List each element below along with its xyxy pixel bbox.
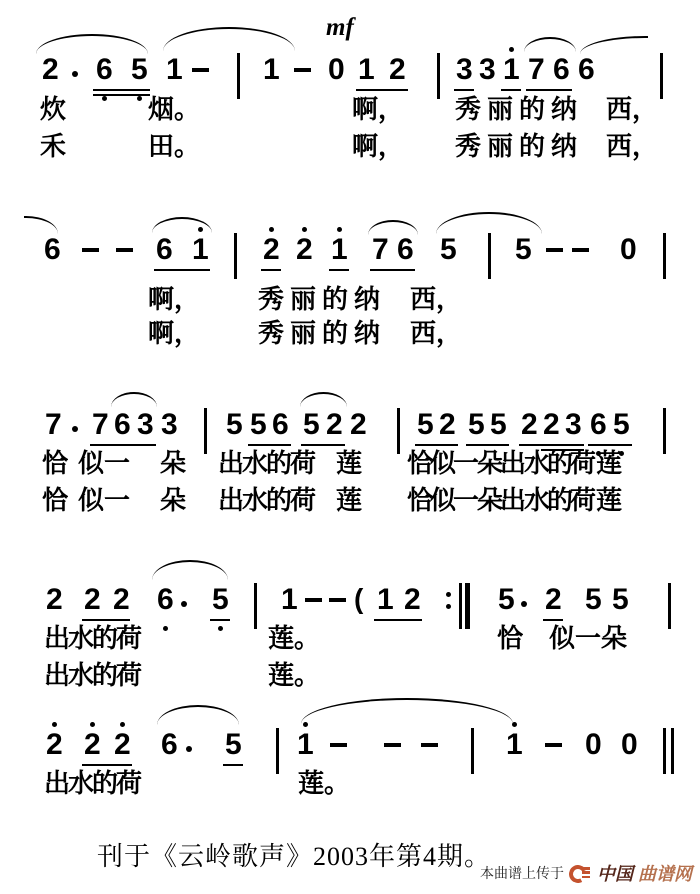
- note-digit: 2: [113, 583, 130, 616]
- lyric-syllable: 的: [519, 132, 546, 161]
- logo-lines: [582, 867, 590, 880]
- beam-underline: [261, 269, 281, 271]
- lyric-syllable: 丽: [290, 319, 317, 348]
- note-digit: 2: [114, 728, 131, 761]
- duration-dash: [545, 743, 562, 747]
- lyric-syllable: 纳: [551, 95, 578, 124]
- note-digit: 1: [358, 53, 375, 86]
- note-digit: 1: [377, 583, 394, 616]
- note-digit: 6: [96, 53, 113, 86]
- lyric-syllable: 炊: [40, 95, 67, 124]
- slur: [157, 705, 239, 725]
- note-digit: 1: [281, 583, 298, 616]
- slur: [436, 212, 542, 234]
- note-digit: 7: [45, 408, 62, 441]
- note-digit: 5: [440, 233, 457, 266]
- lyric-syllable: 出: [218, 449, 245, 478]
- duration-dash: [546, 248, 563, 252]
- beam-underline: [93, 89, 150, 91]
- lyric-syllable: 一: [453, 449, 480, 478]
- note-digit: 6: [272, 408, 289, 441]
- note-digit: 1: [166, 53, 183, 86]
- lyric-syllable: 纳: [551, 132, 578, 161]
- lyric-syllable: 一: [104, 449, 131, 478]
- slur: [300, 392, 347, 407]
- lyric-syllable: 纳: [354, 285, 381, 314]
- barline: [663, 408, 666, 454]
- note-digit: 5: [585, 583, 602, 616]
- beam-underline: [501, 89, 521, 91]
- note-digit: 5: [468, 408, 485, 441]
- duration-dash: [329, 598, 346, 602]
- lyric-syllable: 秀: [258, 285, 285, 314]
- slur: [524, 37, 576, 52]
- beam-underline: [454, 89, 474, 91]
- lyric-syllable: 的: [547, 449, 574, 478]
- octave-dot-below: [102, 96, 107, 101]
- lyric-syllable: 莲。: [268, 661, 321, 690]
- lyric-syllable: 出: [44, 624, 71, 653]
- slur: [301, 698, 513, 724]
- slur: [152, 560, 228, 580]
- lyric-syllable: 纳: [354, 319, 381, 348]
- publication-note: 刊于《云岭歌声》2003年第4期。: [97, 842, 492, 871]
- octave-dot-above: [509, 47, 514, 52]
- beam-underline: [370, 269, 415, 271]
- watermark: [480, 860, 692, 886]
- note-digit: 3: [137, 408, 154, 441]
- beam-underline: [415, 444, 458, 446]
- barline: [254, 583, 257, 629]
- octave-dot-above: [52, 722, 57, 727]
- note-digit: 5: [613, 408, 630, 441]
- duration-dash: [294, 68, 311, 72]
- lyric-syllable: 啊，: [148, 285, 201, 314]
- barline: [276, 728, 279, 774]
- octave-dot-above: [120, 722, 125, 727]
- lyric-syllable: 的: [266, 449, 293, 478]
- beam-underline: [210, 619, 230, 621]
- barline: [437, 53, 440, 99]
- lyric-syllable: 出: [44, 661, 71, 690]
- lyric-syllable: 水: [524, 449, 551, 478]
- beam-underline: [526, 89, 572, 91]
- lyric-syllable: 秀: [258, 319, 285, 348]
- lyric-syllable: 水: [68, 624, 95, 653]
- lyric-syllable: 恰: [407, 486, 434, 515]
- note-digit: 3: [565, 408, 582, 441]
- lyric-syllable: 朵: [477, 449, 504, 478]
- lyric-syllable: 的: [92, 624, 119, 653]
- note-digit: 5: [225, 728, 242, 761]
- lyric-syllable: 的: [322, 319, 349, 348]
- note-digit: 2: [439, 408, 456, 441]
- lyric-syllable: 丽: [487, 132, 514, 161]
- note-digit: 6: [157, 583, 174, 616]
- lyric-syllable: 禾: [40, 132, 67, 161]
- lyric-syllable: 水: [524, 486, 551, 515]
- note-digit: 6: [44, 233, 61, 266]
- octave-dot-below: [137, 96, 142, 101]
- lyric-syllable: 出: [218, 486, 245, 515]
- note-digit: 6: [578, 53, 595, 86]
- note-digit: 2: [545, 583, 562, 616]
- note-digit: 5: [250, 408, 267, 441]
- lyric-syllable: 西，: [606, 132, 659, 161]
- note-digit: 0: [620, 233, 637, 266]
- lyric-syllable: 似: [430, 486, 457, 515]
- beam-underline: [356, 89, 408, 91]
- lyric-syllable: 的: [322, 285, 349, 314]
- open-paren: (: [354, 583, 364, 614]
- final-barline: [663, 728, 666, 774]
- note-digit: 2: [350, 408, 367, 441]
- lyric-syllable: 莲: [596, 486, 623, 515]
- note-digit: 5: [417, 408, 434, 441]
- note-digit: 2: [326, 408, 343, 441]
- note-digit: 2: [296, 233, 313, 266]
- lyric-syllable: 荷: [116, 661, 143, 690]
- note-digit: 2: [543, 408, 560, 441]
- slur: [36, 34, 148, 54]
- lyric-syllable: 莲。: [298, 769, 351, 798]
- lyric-syllable: 莲: [336, 449, 363, 478]
- lyric-syllable: 恰: [42, 449, 69, 478]
- note-digit: 6: [156, 233, 173, 266]
- augmentation-dot: [181, 601, 187, 607]
- lyric-syllable: 的: [519, 95, 546, 124]
- repeat-dot: [446, 604, 451, 609]
- lyric-syllable: 出: [500, 449, 527, 478]
- lyric-syllable: 恰: [497, 624, 524, 653]
- octave-dot-below: [163, 626, 168, 631]
- note-digit: 2: [46, 583, 63, 616]
- beam-underline: [588, 444, 632, 446]
- note-digit: 5: [226, 408, 243, 441]
- barline: [237, 53, 240, 99]
- lyric-syllable: 烟。: [148, 95, 201, 124]
- lyric-syllable: 丽: [290, 285, 317, 314]
- lyric-syllable: 水: [68, 661, 95, 690]
- note-digit: 1: [506, 728, 523, 761]
- note-digit: 7: [372, 233, 389, 266]
- lyric-syllable: 似: [78, 449, 105, 478]
- lyric-syllable: 莲。: [268, 624, 321, 653]
- octave-dot-above: [337, 227, 342, 232]
- barline: [234, 233, 237, 279]
- note-digit: 6: [553, 53, 570, 86]
- note-digit: 2: [404, 583, 421, 616]
- lyric-syllable: 似: [549, 624, 576, 653]
- lyric-syllable: 田。: [148, 132, 201, 161]
- beam-underline: [90, 444, 156, 446]
- note-digit: 2: [521, 408, 538, 441]
- note-digit: 1: [192, 233, 209, 266]
- lyric-syllable: 一: [575, 624, 602, 653]
- slur: [580, 36, 648, 56]
- note-digit: 5: [515, 233, 532, 266]
- repeat-barline: [459, 583, 462, 629]
- lyric-syllable: 啊，: [352, 95, 405, 124]
- note-digit: 5: [131, 53, 148, 86]
- note-digit: 3: [161, 408, 178, 441]
- octave-dot-above: [90, 722, 95, 727]
- lyric-syllable: 水: [68, 769, 95, 798]
- note-digit: 3: [456, 53, 473, 86]
- lyric-syllable: 似: [78, 486, 105, 515]
- barline: [668, 583, 671, 629]
- lyric-syllable: 的: [266, 486, 293, 515]
- note-digit: 2: [389, 53, 406, 86]
- lyric-syllable: 朵: [477, 486, 504, 515]
- slur: [368, 220, 418, 235]
- note-digit: 0: [328, 53, 345, 86]
- augmentation-dot: [72, 71, 78, 77]
- augmentation-dot: [521, 601, 527, 607]
- note-digit: 1: [503, 53, 520, 86]
- lyric-syllable: 的: [547, 486, 574, 515]
- note-digit: 1: [331, 233, 348, 266]
- beam-underline: [301, 444, 345, 446]
- note-digit: 2: [42, 53, 59, 86]
- repeat-dot: [446, 592, 451, 597]
- lyric-syllable: 西，: [606, 95, 659, 124]
- beam-underline: [374, 619, 422, 621]
- final-barline: [671, 728, 674, 774]
- lyric-syllable: 的: [92, 661, 119, 690]
- note-digit: 7: [528, 53, 545, 86]
- octave-dot-above: [269, 227, 274, 232]
- note-digit: 2: [46, 728, 63, 761]
- note-digit: 1: [297, 728, 314, 761]
- lyric-syllable: 恰: [407, 449, 434, 478]
- note-digit: 6: [161, 728, 178, 761]
- lyric-syllable: 一: [453, 486, 480, 515]
- lyric-syllable: 朵: [160, 486, 187, 515]
- lyric-syllable: 荷: [116, 624, 143, 653]
- slur: [24, 216, 58, 236]
- dynamic-marking: mf: [326, 14, 354, 41]
- barline: [488, 233, 491, 279]
- beam-underline: [543, 619, 563, 621]
- barline: [471, 728, 474, 774]
- augmentation-dot: [72, 426, 78, 432]
- lyric-syllable: 荷: [290, 486, 317, 515]
- repeat-barline: [465, 583, 470, 629]
- watermark-brand-site: 曲谱网: [638, 864, 692, 884]
- slur-arc: [580, 36, 648, 54]
- lyric-syllable: 秀: [455, 95, 482, 124]
- lyric-syllable: 秀: [455, 132, 482, 161]
- lyric-syllable: 一: [104, 486, 131, 515]
- note-digit: 2: [84, 583, 101, 616]
- duration-dash: [384, 743, 401, 747]
- note-digit: 3: [479, 53, 496, 86]
- slur-arc: [24, 216, 58, 234]
- beam-underline: [466, 444, 509, 446]
- lyric-syllable: 的: [92, 769, 119, 798]
- octave-dot-below: [218, 626, 223, 631]
- lyric-syllable: 出: [44, 769, 71, 798]
- duration-dash: [572, 248, 589, 252]
- beam-underline: [82, 619, 130, 621]
- watermark-brand-cn: 中国: [597, 864, 633, 884]
- barline: [663, 233, 666, 279]
- slur: [163, 27, 295, 51]
- lyric-syllable: 朵: [601, 624, 628, 653]
- note-digit: 5: [490, 408, 507, 441]
- note-digit: 5: [303, 408, 320, 441]
- beam-underline: [519, 444, 584, 446]
- watermark-prefix: 本曲谱上传于: [480, 865, 564, 881]
- lyric-syllable: 荷: [290, 449, 317, 478]
- barline: [397, 408, 400, 454]
- beam-underline: [329, 269, 349, 271]
- duration-dash: [82, 248, 99, 252]
- lyric-syllable: 荷: [570, 486, 597, 515]
- note-digit: 0: [585, 728, 602, 761]
- lyric-syllable: 西，: [410, 285, 463, 314]
- duration-dash: [330, 743, 347, 747]
- lyric-syllable: 水: [242, 486, 269, 515]
- beam-underline: [82, 764, 132, 766]
- barline: [660, 53, 663, 99]
- beam-underline: [93, 94, 150, 96]
- slur: [111, 392, 157, 407]
- duration-dash: [421, 743, 438, 747]
- note-digit: 5: [498, 583, 515, 616]
- lyric-syllable: 出: [500, 486, 527, 515]
- duration-dash: [192, 68, 209, 72]
- note-digit: 6: [590, 408, 607, 441]
- note-digit: 2: [263, 233, 280, 266]
- lyric-syllable: 朵: [160, 449, 187, 478]
- qupu-site-logo-icon: [569, 863, 592, 883]
- note-digit: 0: [621, 728, 638, 761]
- note-digit: 6: [397, 233, 414, 266]
- note-digit: 5: [612, 583, 629, 616]
- barline: [204, 408, 207, 454]
- lyric-syllable: 啊，: [148, 319, 201, 348]
- duration-dash: [116, 248, 133, 252]
- note-digit: 2: [84, 728, 101, 761]
- lyric-syllable: 恰: [42, 486, 69, 515]
- lyric-syllable: 莲: [596, 449, 623, 478]
- lyric-syllable: 水: [242, 449, 269, 478]
- lyric-syllable: 荷: [570, 449, 597, 478]
- beam-underline: [154, 269, 210, 271]
- beam-underline: [223, 764, 243, 766]
- lyric-syllable: 啊，: [352, 132, 405, 161]
- note-digit: 1: [263, 53, 280, 86]
- augmentation-dot: [186, 746, 192, 752]
- lyric-syllable: 丽: [487, 95, 514, 124]
- lyric-syllable: 莲: [336, 486, 363, 515]
- note-digit: 7: [92, 408, 109, 441]
- lyric-syllable: 似: [430, 449, 457, 478]
- note-digit: 6: [114, 408, 131, 441]
- lyric-syllable: 西，: [410, 319, 463, 348]
- duration-dash: [305, 598, 322, 602]
- slur: [152, 217, 212, 233]
- lyric-syllable: 荷: [116, 769, 143, 798]
- note-digit: 5: [212, 583, 229, 616]
- beam-underline: [248, 444, 291, 446]
- octave-dot-above: [302, 227, 307, 232]
